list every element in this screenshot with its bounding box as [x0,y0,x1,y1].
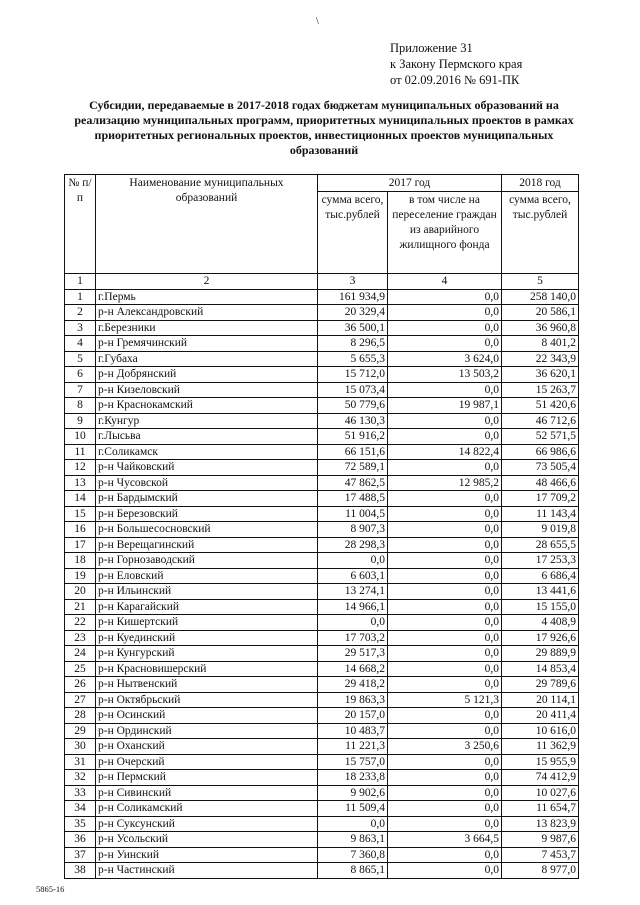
row-number: 30 [65,739,96,755]
sum-2018: 20 114,1 [502,692,579,708]
resettlement-2017: 0,0 [388,630,502,646]
sum-2018: 29 889,9 [502,646,579,662]
resettlement-2017: 0,0 [388,646,502,662]
table-row [65,568,579,584]
sum-2017: 29 418,2 [318,677,388,693]
row-number: 12 [65,460,96,476]
municipality-name: р-н Еловский [96,568,318,584]
sum-2018: 17 709,2 [502,491,579,507]
row-number: 8 [65,398,96,414]
row-number: 14 [65,491,96,507]
sum-2017: 36 500,1 [318,320,388,336]
table-row [65,661,579,677]
row-number: 22 [65,615,96,631]
municipality-name: р-н Кизеловский [96,382,318,398]
municipality-name: р-н Частинский [96,863,318,879]
municipality-name: р-н Куединский [96,630,318,646]
sum-2018: 10 616,0 [502,723,579,739]
row-number: 34 [65,801,96,817]
sum-2018: 28 655,5 [502,537,579,553]
sum-2018: 15 263,7 [502,382,579,398]
table-row [65,475,579,491]
row-number: 36 [65,832,96,848]
table-row [65,630,579,646]
sum-2017: 11 004,5 [318,506,388,522]
municipality-name: р-н Нытвенский [96,677,318,693]
sum-2018: 51 420,6 [502,398,579,414]
table-row [65,754,579,770]
row-number: 15 [65,506,96,522]
municipality-name: р-н Соликамский [96,801,318,817]
table-row [65,553,579,569]
municipality-name: р-н Ординский [96,723,318,739]
resettlement-2017: 0,0 [388,584,502,600]
municipality-name: р-н Бардымский [96,491,318,507]
sum-2017: 66 151,6 [318,444,388,460]
sum-2018: 11 143,4 [502,506,579,522]
sum-2017: 19 863,3 [318,692,388,708]
municipality-name: р-н Ильинский [96,584,318,600]
municipality-name: р-н Сивинский [96,785,318,801]
sum-2017: 17 488,5 [318,491,388,507]
municipality-name: р-н Октябрьский [96,692,318,708]
resettlement-2017: 0,0 [388,677,502,693]
table-row [65,336,579,352]
resettlement-2017: 14 822,4 [388,444,502,460]
table-row [65,646,579,662]
header-num: № п/п [65,175,96,274]
row-number: 13 [65,475,96,491]
resettlement-2017: 0,0 [388,491,502,507]
resettlement-2017: 0,0 [388,708,502,724]
sum-2018: 20 586,1 [502,305,579,321]
table-row [65,491,579,507]
sum-2018: 48 466,6 [502,475,579,491]
row-number: 38 [65,863,96,879]
sum-2018: 17 253,3 [502,553,579,569]
table-row [65,413,579,429]
resettlement-2017: 0,0 [388,460,502,476]
appendix-line-2: к Закону Пермского края [390,57,523,71]
municipality-name: р-н Большесосновский [96,522,318,538]
table-row [65,770,579,786]
table-row [65,832,579,848]
sum-2017: 11 509,4 [318,801,388,817]
header-year-2017: 2017 год [318,175,502,192]
footer-code: 5865-16 [36,884,65,894]
appendix-reference [390,40,522,88]
table-row [65,537,579,553]
sum-2018: 9 019,8 [502,522,579,538]
row-number: 35 [65,816,96,832]
subsidies-table [64,174,579,879]
sum-2017: 18 233,8 [318,770,388,786]
sum-2017: 14 966,1 [318,599,388,615]
header-name: Наименование муниципальных образований [96,175,318,274]
row-number: 31 [65,754,96,770]
municipality-name: г.Соликамск [96,444,318,460]
header-sum-2017: сумма всего, тыс.рублей [318,192,388,274]
row-number: 32 [65,770,96,786]
sum-2017: 20 157,0 [318,708,388,724]
sum-2018: 13 823,9 [502,816,579,832]
scan-mark: \ [316,16,319,27]
sum-2018: 29 789,6 [502,677,579,693]
resettlement-2017: 0,0 [388,801,502,817]
sum-2017: 7 360,8 [318,847,388,863]
appendix-line-3: от 02.09.2016 № 691-ПК [390,73,520,87]
row-number: 24 [65,646,96,662]
table-row [65,289,579,305]
table-row [65,615,579,631]
sum-2017: 8 296,5 [318,336,388,352]
table-row [65,305,579,321]
table-row [65,785,579,801]
resettlement-2017: 0,0 [388,320,502,336]
sum-2018: 8 977,0 [502,863,579,879]
row-number: 21 [65,599,96,615]
resettlement-2017: 0,0 [388,413,502,429]
sum-2017: 13 274,1 [318,584,388,600]
table-row [65,599,579,615]
row-number: 1 [65,289,96,305]
sum-2018: 36 960,8 [502,320,579,336]
municipality-name: р-н Краснокамский [96,398,318,414]
row-number: 6 [65,367,96,383]
row-number: 26 [65,677,96,693]
index-cell: 3 [318,274,388,290]
municipality-name: р-н Оханский [96,739,318,755]
resettlement-2017: 0,0 [388,661,502,677]
sum-2017: 161 934,9 [318,289,388,305]
row-number: 29 [65,723,96,739]
resettlement-2017: 0,0 [388,336,502,352]
sum-2018: 9 987,6 [502,832,579,848]
sum-2017: 28 298,3 [318,537,388,553]
resettlement-2017: 5 121,3 [388,692,502,708]
municipality-name: р-н Усольский [96,832,318,848]
sum-2017: 11 221,3 [318,739,388,755]
row-number: 23 [65,630,96,646]
municipality-name: г.Лысьва [96,429,318,445]
sum-2018: 6 686,4 [502,568,579,584]
municipality-name: р-н Чусовской [96,475,318,491]
resettlement-2017: 0,0 [388,522,502,538]
municipality-name: р-н Пермский [96,770,318,786]
sum-2017: 5 655,3 [318,351,388,367]
table-row [65,847,579,863]
resettlement-2017: 0,0 [388,615,502,631]
municipality-name: р-н Кишертский [96,615,318,631]
municipality-name: р-н Уинский [96,847,318,863]
table-row [65,708,579,724]
row-number: 37 [65,847,96,863]
sum-2017: 46 130,3 [318,413,388,429]
resettlement-2017: 3 624,0 [388,351,502,367]
sum-2018: 73 505,4 [502,460,579,476]
municipality-name: р-н Александровский [96,305,318,321]
sum-2017: 72 589,1 [318,460,388,476]
sum-2017: 20 329,4 [318,305,388,321]
sum-2018: 8 401,2 [502,336,579,352]
sum-2017: 8 907,3 [318,522,388,538]
row-number: 7 [65,382,96,398]
sum-2017: 51 916,2 [318,429,388,445]
sum-2018: 22 343,9 [502,351,579,367]
row-number: 25 [65,661,96,677]
sum-2017: 10 483,7 [318,723,388,739]
row-number: 27 [65,692,96,708]
row-number: 3 [65,320,96,336]
table-row [65,382,579,398]
table-row [65,816,579,832]
sum-2018: 258 140,0 [502,289,579,305]
index-cell: 1 [65,274,96,290]
sum-2018: 46 712,6 [502,413,579,429]
table-row [65,320,579,336]
resettlement-2017: 0,0 [388,289,502,305]
appendix-line-1: Приложение 31 [390,41,473,55]
table-row [65,863,579,879]
resettlement-2017: 0,0 [388,429,502,445]
table-row [65,398,579,414]
sum-2018: 11 362,9 [502,739,579,755]
sum-2018: 52 571,5 [502,429,579,445]
resettlement-2017: 0,0 [388,863,502,879]
sum-2017: 15 073,4 [318,382,388,398]
resettlement-2017: 0,0 [388,770,502,786]
table-row [65,584,579,600]
municipality-name: р-н Добрянский [96,367,318,383]
table-row [65,506,579,522]
index-cell: 5 [502,274,579,290]
column-index-row [65,274,579,290]
resettlement-2017: 0,0 [388,568,502,584]
resettlement-2017: 3 664,5 [388,832,502,848]
table-row [65,367,579,383]
municipality-name: г.Губаха [96,351,318,367]
municipality-name: р-н Красновишерский [96,661,318,677]
row-number: 2 [65,305,96,321]
resettlement-2017: 0,0 [388,537,502,553]
header-sum-2018: сумма всего, тыс.рублей [502,192,579,274]
table-row [65,677,579,693]
sum-2017: 15 757,0 [318,754,388,770]
row-number: 5 [65,351,96,367]
sum-2018: 4 408,9 [502,615,579,631]
municipality-name: р-н Суксунский [96,816,318,832]
resettlement-2017: 0,0 [388,553,502,569]
municipality-name: р-н Чайковский [96,460,318,476]
table-row [65,522,579,538]
municipality-name: г.Березники [96,320,318,336]
header-year-2018: 2018 год [502,175,579,192]
table-row [65,351,579,367]
municipality-name: р-н Карагайский [96,599,318,615]
row-number: 19 [65,568,96,584]
row-number: 17 [65,537,96,553]
municipality-name: р-н Осинский [96,708,318,724]
municipality-name: г.Пермь [96,289,318,305]
resettlement-2017: 0,0 [388,723,502,739]
document-title: Субсидии, передаваемые в 2017-2018 годах бюджетам муниципальных образований на реализацию муниципальных программ, приоритетных муниципальных проектов в рамках приоритетных региональных проектов, инвестиционных проектов муниципальных образований [74,98,574,157]
row-number: 18 [65,553,96,569]
municipality-name: р-н Верещагинский [96,537,318,553]
municipality-name: р-н Кунгурский [96,646,318,662]
row-number: 11 [65,444,96,460]
sum-2017: 0,0 [318,553,388,569]
header-resettlement: в том числе на переселение граждан из аварийного жилищного фонда [388,192,502,274]
resettlement-2017: 12 985,2 [388,475,502,491]
sum-2017: 0,0 [318,816,388,832]
resettlement-2017: 0,0 [388,816,502,832]
row-number: 16 [65,522,96,538]
sum-2017: 14 668,2 [318,661,388,677]
resettlement-2017: 19 987,1 [388,398,502,414]
sum-2018: 13 441,6 [502,584,579,600]
index-cell: 4 [388,274,502,290]
sum-2018: 15 155,0 [502,599,579,615]
sum-2018: 20 411,4 [502,708,579,724]
table-row [65,429,579,445]
row-number: 4 [65,336,96,352]
index-cell: 2 [96,274,318,290]
row-number: 33 [65,785,96,801]
sum-2017: 0,0 [318,615,388,631]
municipality-name: р-н Горнозаводский [96,553,318,569]
sum-2017: 15 712,0 [318,367,388,383]
sum-2017: 9 902,6 [318,785,388,801]
sum-2018: 11 654,7 [502,801,579,817]
row-number: 20 [65,584,96,600]
table-row [65,723,579,739]
resettlement-2017: 0,0 [388,305,502,321]
sum-2018: 7 453,7 [502,847,579,863]
table-row [65,460,579,476]
resettlement-2017: 0,0 [388,785,502,801]
sum-2018: 14 853,4 [502,661,579,677]
municipality-name: р-н Гремячинский [96,336,318,352]
sum-2018: 17 926,6 [502,630,579,646]
sum-2018: 15 955,9 [502,754,579,770]
municipality-name: р-н Очерский [96,754,318,770]
resettlement-2017: 0,0 [388,599,502,615]
table-row [65,692,579,708]
sum-2017: 50 779,6 [318,398,388,414]
resettlement-2017: 0,0 [388,847,502,863]
table-row [65,444,579,460]
row-number: 10 [65,429,96,445]
row-number: 9 [65,413,96,429]
resettlement-2017: 3 250,6 [388,739,502,755]
sum-2017: 6 603,1 [318,568,388,584]
municipality-name: г.Кунгур [96,413,318,429]
resettlement-2017: 0,0 [388,506,502,522]
resettlement-2017: 0,0 [388,382,502,398]
table-row [65,801,579,817]
table-row [65,739,579,755]
row-number: 28 [65,708,96,724]
sum-2017: 47 862,5 [318,475,388,491]
resettlement-2017: 13 503,2 [388,367,502,383]
sum-2017: 9 863,1 [318,832,388,848]
municipality-name: р-н Березовский [96,506,318,522]
sum-2018: 74 412,9 [502,770,579,786]
header-row-1 [65,175,579,192]
resettlement-2017: 0,0 [388,754,502,770]
sum-2018: 36 620,1 [502,367,579,383]
sum-2017: 8 865,1 [318,863,388,879]
sum-2017: 17 703,2 [318,630,388,646]
sum-2017: 29 517,3 [318,646,388,662]
sum-2018: 66 986,6 [502,444,579,460]
sum-2018: 10 027,6 [502,785,579,801]
